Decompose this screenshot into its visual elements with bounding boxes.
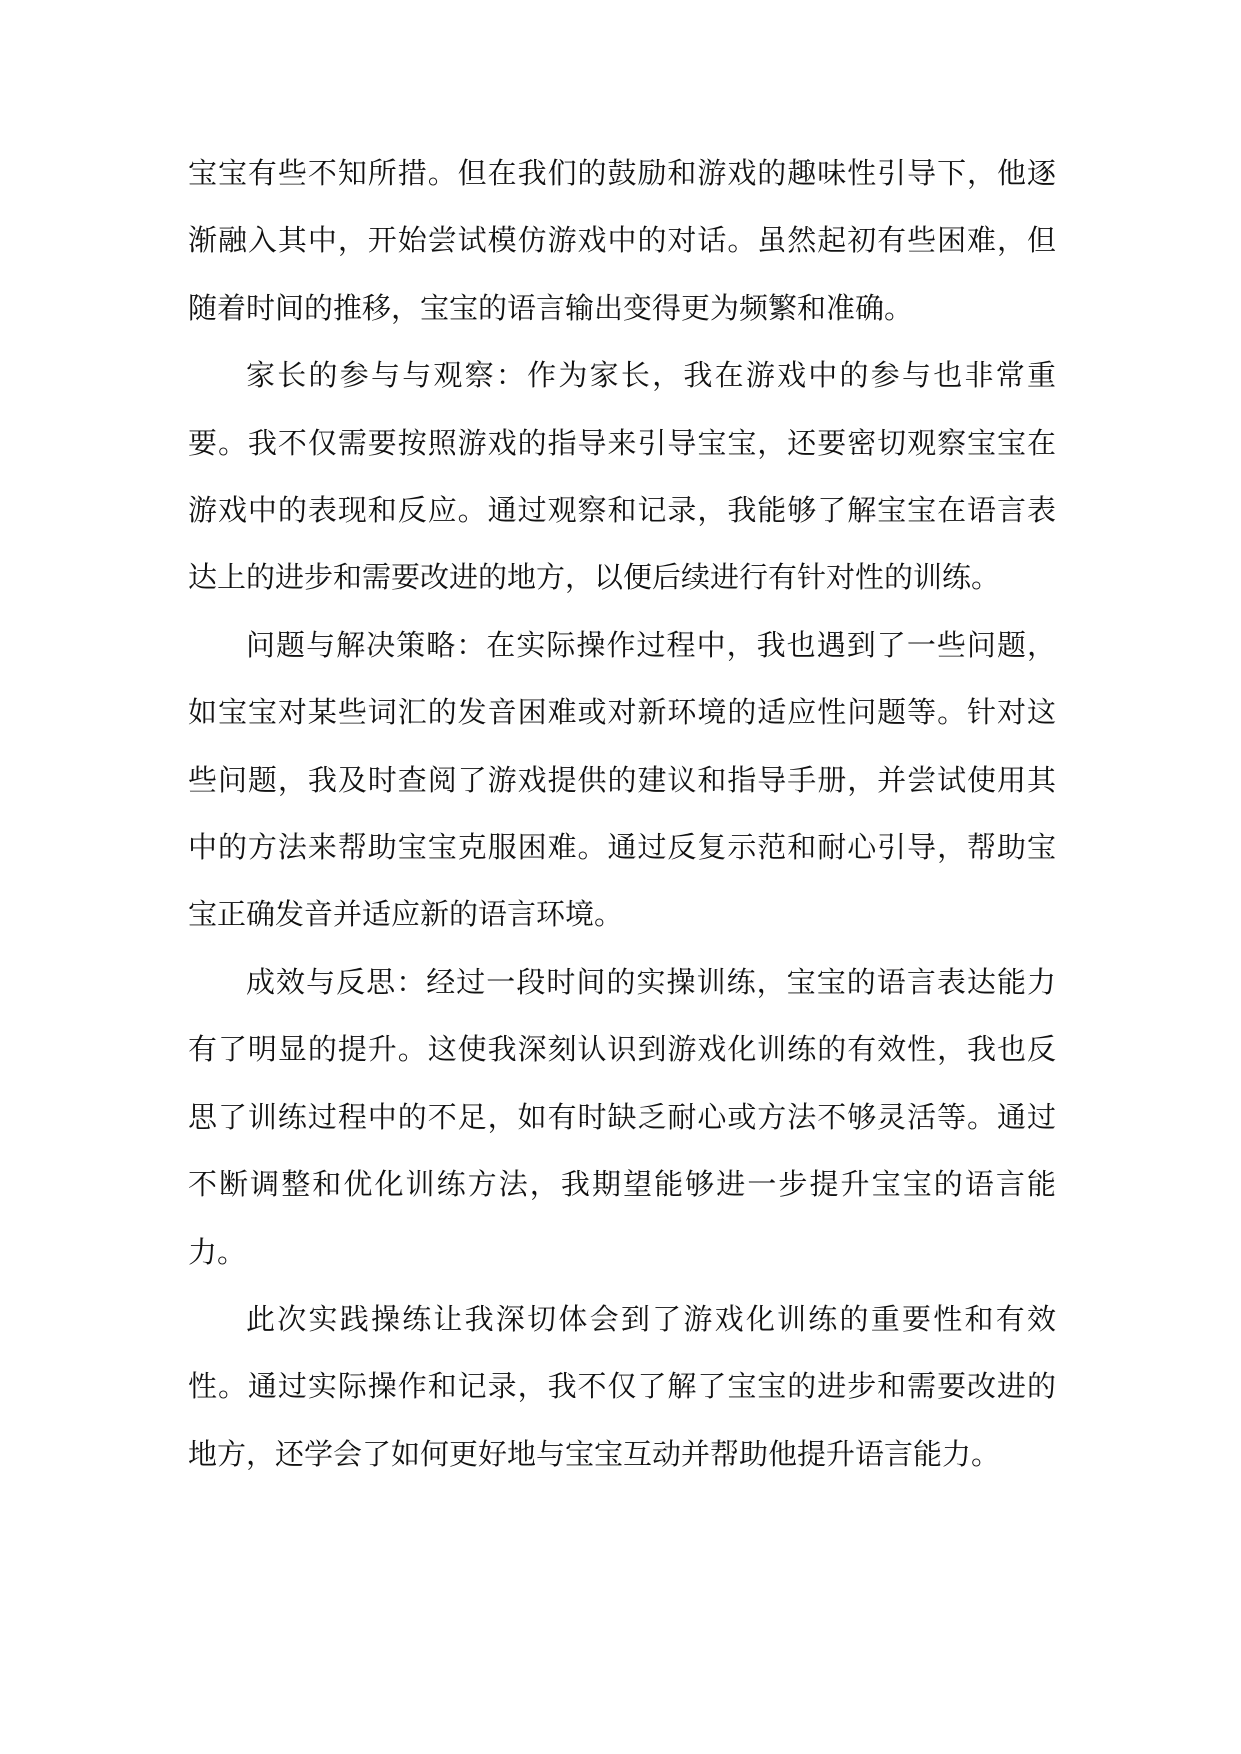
paragraph-4: 成效与反思：经过一段时间的实操训练，宝宝的语言表达能力有了明显的提升。这使我深刻认识到游戏化训练的有效性，我也反思了训练过程中的不足，如有时缺乏耐心或方法不够灵活等。通过不断调整和优化训练方法，我期望能够进一步提升宝宝的语言能力。 xyxy=(188,964,1056,1269)
document-body xyxy=(188,140,1056,1488)
paragraph-5: 此次实践操练让我深切体会到了游戏化训练的重要性和有效性。通过实际操作和记录，我不仅了解了宝宝的进步和需要改进的地方，还学会了如何更好地与宝宝互动并帮助他提升语言能力。 xyxy=(188,1301,1056,1471)
paragraph-3: 问题与解决策略：在实际操作过程中，我也遇到了一些问题，如宝宝对某些词汇的发音困难或对新环境的适应性问题等。针对这些问题，我及时查阅了游戏提供的建议和指导手册，并尝试使用其中的方法来帮助宝宝克服困难。通过反复示范和耐心引导，帮助宝宝正确发音并适应新的语言环境。 xyxy=(188,627,1056,932)
paragraph-2: 家长的参与与观察：作为家长，我在游戏中的参与也非常重要。我不仅需要按照游戏的指导来引导宝宝，还要密切观察宝宝在游戏中的表现和反应。通过观察和记录，我能够了解宝宝在语言表达上的进步和需要改进的地方，以便后续进行有针对性的训练。 xyxy=(188,358,1056,595)
paragraph-1: 宝宝有些不知所措。但在我们的鼓励和游戏的趣味性引导下，他逐渐融入其中，开始尝试模仿游戏中的对话。虽然起初有些困难，但随着时间的推移，宝宝的语言输出变得更为频繁和准确。 xyxy=(188,156,1056,325)
